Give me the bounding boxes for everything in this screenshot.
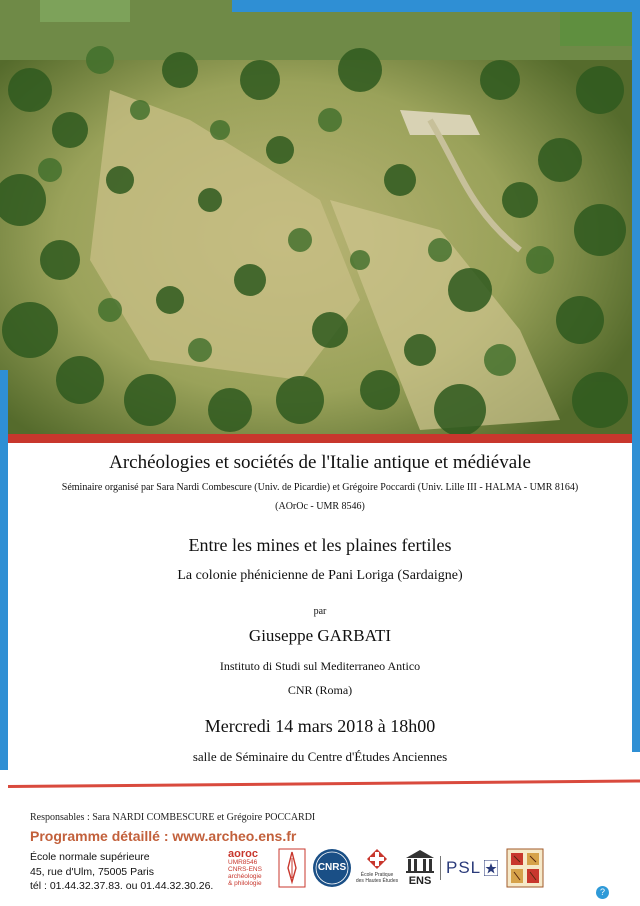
aoroc-logo-philologie: & philologie: [228, 880, 262, 887]
blue-accent-bar-right: [632, 12, 640, 752]
talk-title: Entre les mines et les plaines fertiles: [188, 535, 452, 555]
cnrs-logo-text: CNRS: [317, 862, 347, 873]
speaker-institute: Instituto di Studi sul Mediterraneo Antico: [219, 659, 421, 673]
event-room: salle de Séminaire du Centre d'Études Anciennes: [192, 749, 448, 764]
phone-line: tél : 01.44.32.37.83. ou 01.44.32.30.26.: [30, 880, 214, 892]
ephe-logo: [354, 848, 400, 890]
seminar-unit: (AOrOc - UMR 8546): [275, 501, 365, 512]
ens-logo-text: ENS: [408, 875, 432, 887]
blue-accent-bar-left: [0, 370, 8, 770]
aoroc-logo-cnrs-ens: CNRS-ENS: [228, 866, 262, 873]
aoroc-logo: [228, 848, 308, 888]
partner-emblem-logo: [506, 848, 544, 888]
red-accent-band: [8, 434, 632, 443]
by-label: par: [313, 606, 327, 617]
partner-emblem-icon: [506, 848, 544, 888]
speaker-affiliation: CNR (Roma): [287, 683, 353, 697]
aerial-landscape-image: [0, 0, 632, 434]
psl-star-icon: [484, 860, 498, 876]
responsables: Responsables : Sara NARDI COMBESCURE et Grégoire POCCARDI: [30, 812, 316, 823]
ephe-cross-icon: [366, 848, 388, 870]
aerial-photo: [0, 0, 632, 434]
programme-link[interactable]: Programme détaillé : www.archeo.ens.fr: [30, 828, 297, 844]
talk-subtitle: La colonie phénicienne de Pani Loriga (Sardaigne): [177, 568, 463, 583]
address-line-1: École normale supérieure: [30, 851, 150, 863]
address-line-2: 45, rue d'Ulm, 75005 Paris: [30, 866, 154, 878]
ephe-logo-line-2: des Hautes Études: [355, 878, 399, 884]
seminar-organizers: Séminaire organisé par Sara Nardi Combescure (Univ. de Picardie) et Grégoire Poccardi (Univ. Lille III - HALMA - UMR 8164): [61, 482, 579, 493]
ephe-logo-line-1: École Pratique: [360, 872, 394, 878]
red-divider-line: [8, 779, 640, 788]
ens-logo: [402, 848, 438, 890]
ens-building-icon: [402, 848, 438, 874]
help-icon[interactable]: ?: [596, 886, 609, 899]
cnrs-logo: [312, 848, 352, 888]
event-date: Mercredi 14 mars 2018 à 18h00: [204, 716, 436, 736]
speaker-name: Giuseppe GARBATI: [248, 626, 392, 645]
blue-accent-bar-top: [232, 0, 640, 12]
psl-logo-text: PSL: [446, 858, 482, 877]
aoroc-logo-umr: UMR8546: [228, 859, 258, 866]
aoroc-pen-icon: [278, 848, 306, 888]
aoroc-logo-text: aoroc: [228, 848, 258, 860]
seminar-title: Archéologies et sociétés de l'Italie antique et médiévale: [109, 452, 531, 473]
aoroc-logo-archeologie: archéologie: [228, 873, 262, 880]
psl-logo: [440, 856, 500, 880]
